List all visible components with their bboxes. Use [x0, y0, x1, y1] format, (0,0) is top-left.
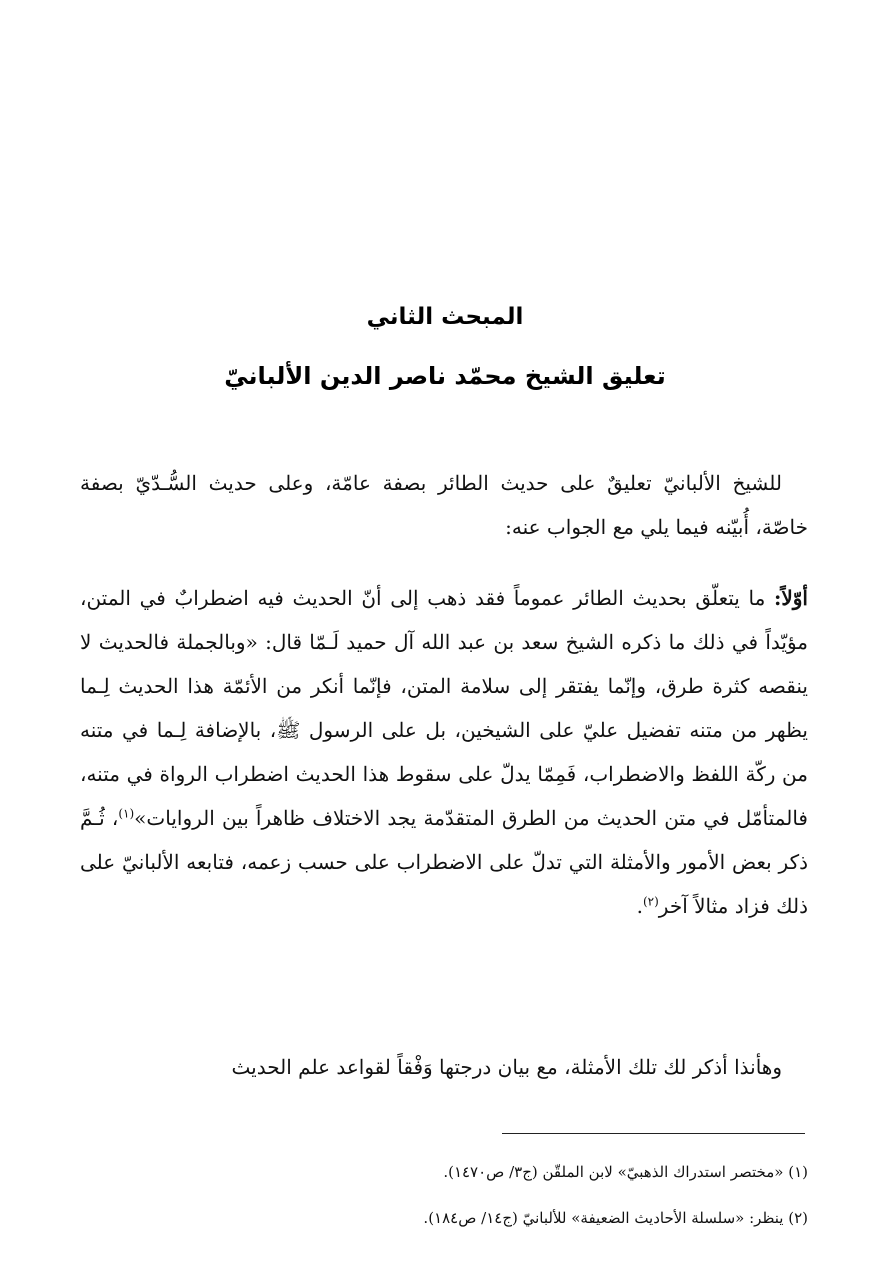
- section-title: تعليق الشيخ محمّد ناصر الدين الألبانيّ: [224, 362, 666, 390]
- footnote-ref-2: (٢): [642, 894, 659, 909]
- first-point-text: ما يتعلّق بحديث الطائر عموماً فقد ذهب إلى أنّ الحديث فيه اضطرابٌ في المتن، مؤيّداً في ذلك ما ذكره الشيخ سعد بن عبد الله آل حميد لَـمّا قال: «وبالجملة فالحديث لا ينقصه كثرة طرق، وإنّما يفتقر إلى سلامة المتن، فإنّما أنكر من الأئمّة هذا الحديث لِـما يظهر من متنه تفضيل عليّ على الشيخين، بل على الرسول ﷺ، بالإضافة لِـما في متنه من ركّة اللفظ والاضطراب، فَمِمّا يدلّ على سقوط هذا الحديث اضطراب الرواة في متنه، فالمتأمّل في متن الحديث من الطرق المتقدّمة يجد الاختلاف ظاهراً بين الروايات»: [80, 586, 808, 830]
- footnote-1: (١) «مختصر استدراك الذهبيّ» لابن الملقّن (ج٣/ ص١٤٧٠).: [443, 1163, 808, 1181]
- intro-paragraph: [80, 461, 808, 549]
- first-point-paragraph: [80, 576, 808, 928]
- closing-paragraph: [80, 1045, 808, 1089]
- intro-text: للشيخ الألبانيّ تعليقٌ على حديث الطائر بصفة عامّة، وعلى حديث السُّـدّيّ بصفة خاصّة، أُبيّنه فيما يلي مع الجواب عنه:: [80, 471, 808, 539]
- footnote-divider: [502, 1133, 805, 1134]
- first-point-end: .: [636, 894, 643, 918]
- first-point-lead: أوّلاً:: [773, 586, 808, 610]
- section-heading: المبحث الثاني: [366, 304, 524, 330]
- footnote-2: (٢) ينظر: «سلسلة الأحاديث الضعيفة» للألبانيّ (ج١٤/ ص١٨٤).: [423, 1209, 808, 1227]
- first-point-text-continued: ، ثُـمَّ ذكر بعض الأمور والأمثلة التي تدلّ على الاضطراب على حسب زعمه، فتابعه الألبانيّ على ذلك فزاد مثالاً آخر: [80, 806, 808, 918]
- footnote-ref-1: (١): [118, 806, 135, 821]
- closing-text: وهأنذا أذكر لك تلك الأمثلة، مع بيان درجتها وَفْقاً لقواعد علم الحديث: [231, 1055, 782, 1079]
